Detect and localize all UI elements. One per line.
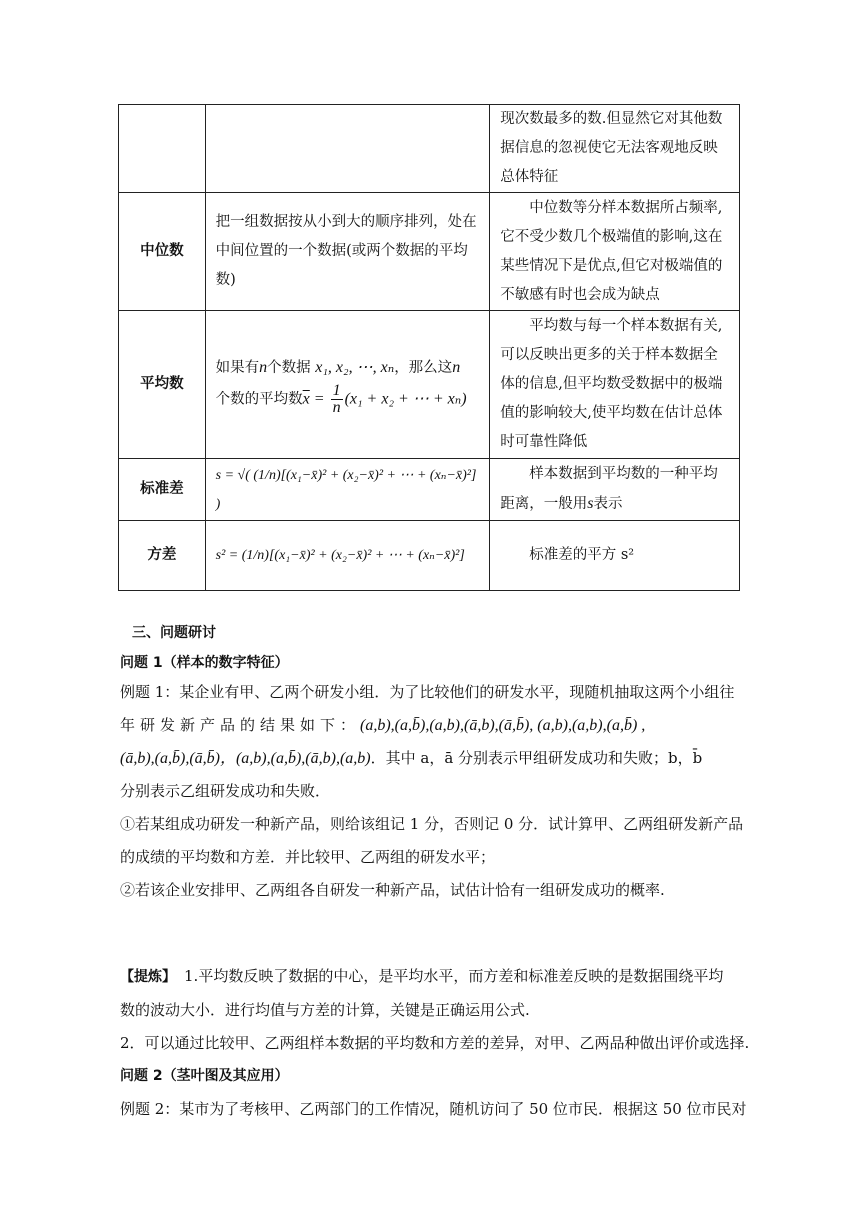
example2-line1: 例题 2：某市为了考核甲、乙两部门的工作情况，随机访问了 50 位市民．根据这 50 位市民对: [120, 1100, 747, 1118]
row-name-median: 中位数: [119, 193, 206, 311]
table-row: [119, 311, 740, 459]
row-definition-mean: 如果有n个数据 x₁, x₂, ⋯, xₙ，那么这n 个数的平均数$\overline{x}$ = $\frac{1}{n}$ (x₁ + x₂ + ⋯ + xₙ): [205, 311, 490, 459]
row-name-variance: 方差: [119, 521, 206, 591]
section-title: 三、问题研讨: [132, 625, 216, 641]
problem1-title: 问题 1（样本的数字特征）: [120, 655, 289, 671]
example1-line1: 例题 1：某企业有甲、乙两个研发小组．为了比较他们的研发水平，现随机抽取这两个小组往: [120, 683, 735, 701]
example1-line3: [120, 742, 760, 775]
mean-formula-lhs: $\overline{x}$: [302, 390, 310, 408]
refine-text-1: 1.平均数反映了数据的中心，是平均水平，而方差和标准差反映的是数据围绕平均: [184, 967, 724, 985]
mean-formula-rhs: (x₁ + x₂ + ⋯ + xₙ): [344, 390, 467, 408]
question1-line2: 的成绩的平均数和方差．并比较甲、乙两组的研发水平；: [120, 848, 496, 866]
example1-line2: [120, 709, 760, 742]
example1-line2-pairs: (a,b),(a,b̄),(a,b),(ā,b),(ā,b̄), (a,b),(a,b),(a,b̄) ,: [360, 717, 646, 734]
mean-def-suffix: ，那么这: [394, 360, 453, 376]
row-feature-variance: 标准差的平方 s²: [490, 521, 740, 591]
row-feature-std: [490, 459, 740, 521]
row-feature-median: 中位数等分样本数据所占频率,它不受少数几个极端值的影响,这在某些情况下是优点,但它对极端值的不敏感有时也会成为缺点: [490, 193, 740, 311]
mean-def-var-2: n: [452, 359, 461, 376]
problem2-title: 问题 2（茎叶图及其应用）: [120, 1068, 289, 1084]
row-name-mode: [119, 105, 206, 193]
refine-block: [120, 960, 760, 1126]
row-formula-variance: s² = (1/n)[(x₁−x̄)² + (x₂−x̄)² + ⋯ + (xₙ−x̄)²]: [205, 521, 490, 591]
example1-line4: 分别表示乙组研发成功和失败．: [120, 782, 331, 800]
statistics-table: [118, 104, 740, 591]
example1-line3-text: ．其中 a，ā 分别表示甲组研发成功和失败；b，b̄: [370, 749, 703, 767]
mean-def-line2: 个数的平均数: [215, 391, 303, 408]
row-definition-median: 把一组数据按从小到大的顺序排列，处在中间位置的一个数据(或两个数据的平均数): [205, 193, 490, 311]
row-formula-std: s = √( (1/n)[(x₁−x̄)² + (x₂−x̄)² + ⋯ + (xₙ−x̄)²] ): [205, 459, 490, 521]
mean-def-prefix: 如果有: [215, 360, 260, 376]
refine-line2: 数的波动大小．进行均值与方差的计算，关键是正确运用公式.: [120, 1001, 530, 1019]
example1-line3-pairs: (ā,b),(a,b̄),(ā,b̄)，(a,b),(a,b̄),(ā,b),(a,b): [120, 750, 371, 767]
table-row: [119, 105, 740, 193]
std-feature-var: s: [587, 495, 594, 512]
std-feature-suffix: 表示: [593, 496, 623, 512]
mean-def-var: n: [259, 359, 268, 376]
row-feature-mode: 现次数最多的数.但显然它对其他数据信息的忽视使它无法客观地反映总体特征: [490, 105, 740, 193]
refine-line1: [120, 960, 760, 994]
refine-label: 【提炼】: [120, 969, 169, 985]
table-row: [119, 521, 740, 591]
question1-line1: ①若某组成功研发一种新产品，则给该组记 1 分，否则记 0 分．试计算甲、乙两组研发新产品: [120, 815, 744, 833]
row-feature-mean: 平均数与每一个样本数据有关,可以反映出更多的关于样本数据全体的信息,但平均数受数据中的极端值的影响较大,使平均数在估计总体时可靠性降低: [490, 311, 740, 459]
mean-def-list: x₁, x₂, ⋯, xₙ: [315, 359, 395, 376]
mean-def-mid: 个数据: [267, 360, 311, 376]
table-row: [119, 459, 740, 521]
question2: ②若该企业安排甲、乙两组各自研发一种新产品，试估计恰有一组研发成功的概率.: [120, 881, 665, 899]
example1-block: [120, 676, 760, 907]
std-feature-prefix: 样本数据到平均数的一种平均距离，一般用: [500, 466, 718, 512]
row-definition-mode: [205, 105, 490, 193]
row-name-mean: 平均数: [119, 311, 206, 459]
refine-line3: 2．可以通过比较甲、乙两组样本数据的平均数和方差的差异，对甲、乙两品种做出评价或选择.: [120, 1034, 750, 1052]
table-row: [119, 193, 740, 311]
row-name-std: 标准差: [119, 459, 206, 521]
example1-line2-text: 年研发新产品的结果如下：: [120, 716, 361, 734]
